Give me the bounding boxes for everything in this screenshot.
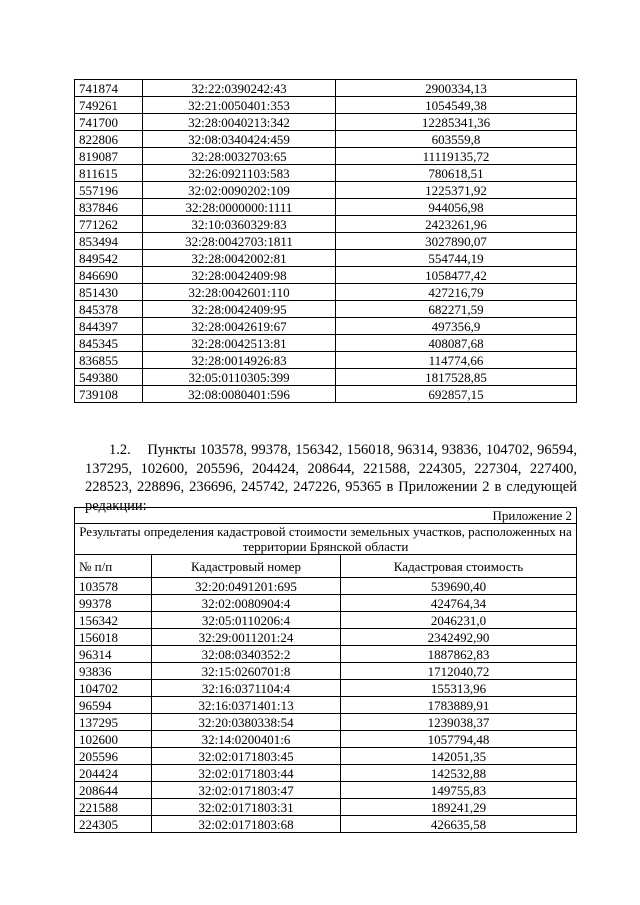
title-row — [75, 524, 577, 555]
column-header-cadastral-value: Кадастровая стоимость — [341, 555, 577, 578]
cadastral-number-cell: 32:02:0171803:68 — [152, 816, 341, 833]
cadastral-value-cell: 142532,88 — [341, 765, 577, 782]
table-row — [75, 646, 577, 663]
cadastral-value-cell: 114774,66 — [336, 352, 577, 369]
cadastral-number-cell: 32:28:0014926:83 — [143, 352, 336, 369]
row-number-cell: 549380 — [75, 369, 143, 386]
cadastral-number-cell: 32:10:0360329:83 — [143, 216, 336, 233]
cadastral-number-cell: 32:26:0921103:583 — [143, 165, 336, 182]
cadastral-value-cell: 692857,15 — [336, 386, 577, 403]
table-row — [75, 629, 577, 646]
row-number-cell: 849542 — [75, 250, 143, 267]
table-row — [75, 148, 577, 165]
row-number-cell: 102600 — [75, 731, 152, 748]
table-body — [75, 80, 577, 403]
cadastral-number-cell: 32:28:0042601:110 — [143, 284, 336, 301]
table-row — [75, 335, 577, 352]
row-number-cell: 851430 — [75, 284, 143, 301]
row-number-cell: 156018 — [75, 629, 152, 646]
row-number-cell: 811615 — [75, 165, 143, 182]
cadastral-value-cell: 427216,79 — [336, 284, 577, 301]
row-number-cell: 96314 — [75, 646, 152, 663]
table-row — [75, 182, 577, 199]
column-header-cadastral-number: Кадастровый номер — [152, 555, 341, 578]
row-number-cell: 137295 — [75, 714, 152, 731]
table-row — [75, 816, 577, 833]
amendment-paragraph — [85, 441, 577, 515]
cadastral-value-cell: 1225371,92 — [336, 182, 577, 199]
cadastral-value-cell: 2423261,96 — [336, 216, 577, 233]
table-row — [75, 131, 577, 148]
cadastral-results-table — [74, 507, 577, 833]
cadastral-value-cell: 155313,96 — [341, 680, 577, 697]
row-number-cell: 103578 — [75, 578, 152, 595]
row-number-cell: 208644 — [75, 782, 152, 799]
row-number-cell: 96594 — [75, 697, 152, 714]
row-number-cell: 749261 — [75, 97, 143, 114]
cadastral-number-cell: 32:15:0260701:8 — [152, 663, 341, 680]
cadastral-number-cell: 32:14:0200401:6 — [152, 731, 341, 748]
table-row — [75, 114, 577, 131]
cadastral-value-cell: 408087,68 — [336, 335, 577, 352]
row-number-cell: 204424 — [75, 765, 152, 782]
row-number-cell: 557196 — [75, 182, 143, 199]
table-row — [75, 165, 577, 182]
table-row — [75, 386, 577, 403]
row-number-cell: 739108 — [75, 386, 143, 403]
row-number-cell: 845378 — [75, 301, 143, 318]
cadastral-number-cell: 32:28:0000000:1111 — [143, 199, 336, 216]
table-row — [75, 697, 577, 714]
cadastral-value-cell: 603559,8 — [336, 131, 577, 148]
cadastral-value-cell: 944056,98 — [336, 199, 577, 216]
cadastral-value-cell: 424764,34 — [341, 595, 577, 612]
cadastral-value-cell: 1887862,83 — [341, 646, 577, 663]
cadastral-value-cell: 1054549,38 — [336, 97, 577, 114]
table-row — [75, 799, 577, 816]
row-number-cell: 771262 — [75, 216, 143, 233]
cadastral-number-cell: 32:02:0080904:4 — [152, 595, 341, 612]
cadastral-number-cell: 32:05:0110206:4 — [152, 612, 341, 629]
cadastral-number-cell: 32:20:0380338:54 — [152, 714, 341, 731]
cadastral-value-cell: 682271,59 — [336, 301, 577, 318]
cadastral-value-cell: 2046231,0 — [341, 612, 577, 629]
row-number-cell: 99378 — [75, 595, 152, 612]
cadastral-number-cell: 32:22:0390242:43 — [143, 80, 336, 97]
cadastral-value-cell: 189241,29 — [341, 799, 577, 816]
table-row — [75, 731, 577, 748]
cadastral-value-cell: 1239038,37 — [341, 714, 577, 731]
cadastral-number-cell: 32:28:0040213:342 — [143, 114, 336, 131]
column-header-number: № п/п — [75, 555, 152, 578]
cadastral-number-cell: 32:02:0171803:31 — [152, 799, 341, 816]
appendix-label: Приложение 2 — [75, 508, 577, 524]
appendix-2-table — [74, 507, 577, 833]
row-number-cell: 837846 — [75, 199, 143, 216]
table-row — [75, 97, 577, 114]
cadastral-number-cell: 32:02:0171803:45 — [152, 748, 341, 765]
row-number-cell: 741874 — [75, 80, 143, 97]
row-number-cell: 205596 — [75, 748, 152, 765]
cadastral-value-cell: 3027890,07 — [336, 233, 577, 250]
cadastral-number-cell: 32:08:0340352:2 — [152, 646, 341, 663]
cadastral-number-cell: 32:28:0032703:65 — [143, 148, 336, 165]
cadastral-table-continued — [74, 79, 577, 403]
table-body — [75, 578, 577, 833]
cadastral-value-cell: 1783889,91 — [341, 697, 577, 714]
cadastral-value-cell: 426635,58 — [341, 816, 577, 833]
row-number-cell: 221588 — [75, 799, 152, 816]
row-number-cell: 845345 — [75, 335, 143, 352]
cadastral-number-cell: 32:21:0050401:353 — [143, 97, 336, 114]
cadastral-number-cell: 32:08:0340424:459 — [143, 131, 336, 148]
table-row — [75, 250, 577, 267]
cadastral-value-cell: 1058477,42 — [336, 267, 577, 284]
table-row — [75, 595, 577, 612]
table-row — [75, 301, 577, 318]
row-number-cell: 224305 — [75, 816, 152, 833]
cadastral-value-cell: 2342492,90 — [341, 629, 577, 646]
table-row — [75, 578, 577, 595]
table-row — [75, 663, 577, 680]
cadastral-number-cell: 32:28:0042619:67 — [143, 318, 336, 335]
cadastral-value-cell: 1817528,85 — [336, 369, 577, 386]
row-number-cell: 846690 — [75, 267, 143, 284]
cadastral-value-cell: 12285341,36 — [336, 114, 577, 131]
cadastral-value-cell: 780618,51 — [336, 165, 577, 182]
table-row — [75, 680, 577, 697]
cadastral-value-cell: 1712040,72 — [341, 663, 577, 680]
cadastral-number-cell: 32:28:0042002:81 — [143, 250, 336, 267]
cadastral-value-cell: 2900334,13 — [336, 80, 577, 97]
table-row — [75, 267, 577, 284]
cadastral-value-cell: 149755,83 — [341, 782, 577, 799]
table-row — [75, 352, 577, 369]
cadastral-number-cell: 32:08:0080401:596 — [143, 386, 336, 403]
row-number-cell: 819087 — [75, 148, 143, 165]
cadastral-value-cell: 539690,40 — [341, 578, 577, 595]
cadastral-value-cell: 11119135,72 — [336, 148, 577, 165]
table-row — [75, 765, 577, 782]
cadastral-number-cell: 32:05:0110305:399 — [143, 369, 336, 386]
cadastral-number-cell: 32:16:0371104:4 — [152, 680, 341, 697]
row-number-cell: 822806 — [75, 131, 143, 148]
row-number-cell: 844397 — [75, 318, 143, 335]
table-row — [75, 216, 577, 233]
table-row — [75, 612, 577, 629]
cadastral-value-cell: 554744,19 — [336, 250, 577, 267]
cadastral-number-cell: 32:02:0090202:109 — [143, 182, 336, 199]
cadastral-value-cell: 142051,35 — [341, 748, 577, 765]
paragraph-number: 1.2. — [109, 442, 131, 458]
row-number-cell: 156342 — [75, 612, 152, 629]
table-row — [75, 233, 577, 250]
cadastral-number-cell: 32:28:0042513:81 — [143, 335, 336, 352]
cadastral-number-cell: 32:02:0171803:44 — [152, 765, 341, 782]
table-row — [75, 284, 577, 301]
cadastral-number-cell: 32:28:0042409:95 — [143, 301, 336, 318]
row-number-cell: 93836 — [75, 663, 152, 680]
cadastral-number-cell: 32:28:0042703:1811 — [143, 233, 336, 250]
table-row — [75, 748, 577, 765]
appendix-label-row — [75, 508, 577, 524]
cadastral-value-cell: 1057794,48 — [341, 731, 577, 748]
cadastral-value-cell: 497356,9 — [336, 318, 577, 335]
row-number-cell: 853494 — [75, 233, 143, 250]
table-row — [75, 714, 577, 731]
table-row — [75, 318, 577, 335]
table-row — [75, 369, 577, 386]
table-row — [75, 80, 577, 97]
paragraph-text: Пункты 103578, 99378, 156342, 156018, 96314, 93836, 104702, 96594, 137295, 102600, 205596, 204424, 208644, 221588, 224305, 227304, 227400, 228523, 228896, 236696, 245742, 247226, 95365 в Приложении 2 в следующей редакции: — [85, 442, 577, 514]
cadastral-number-cell: 32:02:0171803:47 — [152, 782, 341, 799]
table-row — [75, 199, 577, 216]
row-number-cell: 104702 — [75, 680, 152, 697]
row-number-cell: 741700 — [75, 114, 143, 131]
row-number-cell: 836855 — [75, 352, 143, 369]
table-row — [75, 782, 577, 799]
cadastral-number-cell: 32:28:0042409:98 — [143, 267, 336, 284]
table-title: Результаты определения кадастровой стоимости земельных участков, расположенных на территории Брянской области — [75, 524, 577, 555]
cadastral-number-cell: 32:16:0371401:13 — [152, 697, 341, 714]
column-header-row — [75, 555, 577, 578]
cadastral-number-cell: 32:29:0011201:24 — [152, 629, 341, 646]
cadastral-number-cell: 32:20:0491201:695 — [152, 578, 341, 595]
